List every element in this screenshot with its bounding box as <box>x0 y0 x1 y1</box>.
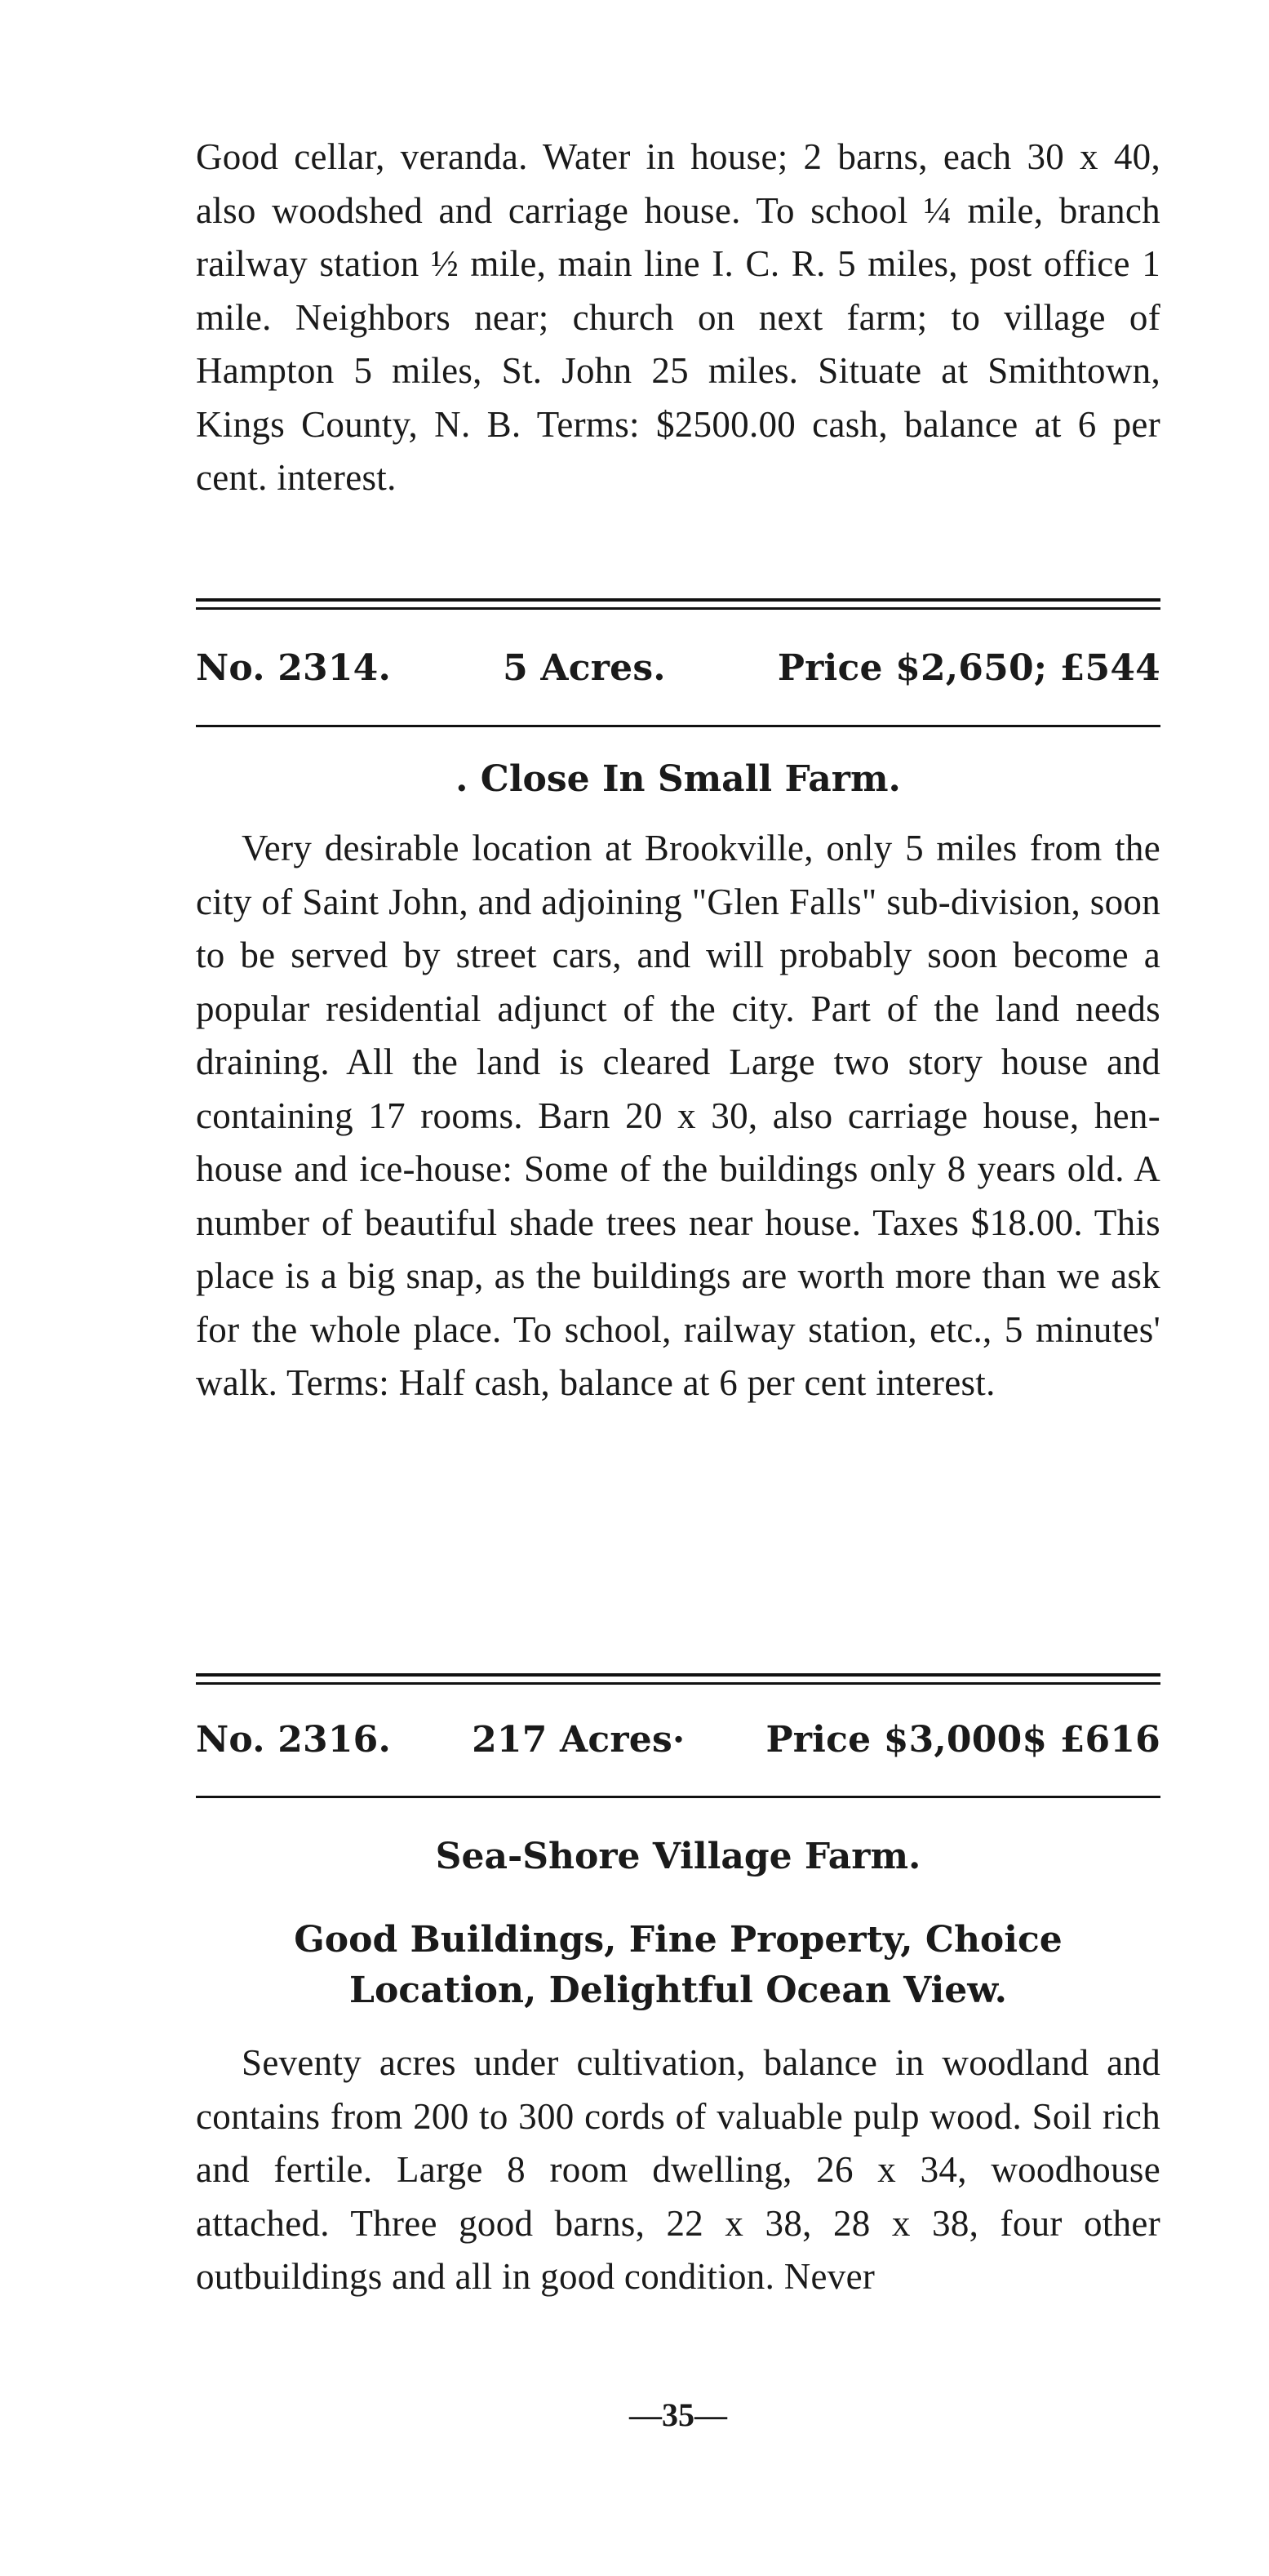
listing-2314-body: Very desirable location at Brookville, only 5 miles from the city of Saint John, and adjoining "Glen Falls" sub-division, soon to be served by street cars, and will probably soon become a popular residential adjunct of the city. Part of the land needs draining. All the land is cleared Large two story house and containing 17 rooms. Barn 20 x 30, also carriage house, hen-house and ice-house: Some of the buildings only 8 years old. A number of beautiful shade trees near house. Taxes $18.00. This place is a big snap, as the buildings are worth more than we ask for the whole place. To school, railway station, etc., 5 minutes' walk. Terms: Half cash, balance at 6 per cent interest. <box>196 828 1160 1403</box>
intro-section <box>196 131 1160 505</box>
listing-2314-body-section <box>196 822 1160 1410</box>
listing-number: No. 2316. <box>196 1719 392 1761</box>
page-number: —35— <box>629 2396 727 2433</box>
single-divider <box>196 725 1160 727</box>
double-divider <box>196 1673 1160 1685</box>
double-divider <box>196 598 1160 610</box>
listing-2316-body-section <box>196 2036 1160 2304</box>
listing-2316-header <box>196 1719 1160 1761</box>
listing-number: No. 2314. <box>196 647 392 689</box>
listing-2314-header <box>196 647 1160 689</box>
listing-2316-body: Seventy acres under cultivation, balance in woodland and contains from 200 to 300 cords of valuable pulp wood. Soil rich and fertile. Large 8 room dwelling, 26 x 34, woodhouse attached. Three good barns, 22 x 38, 28 x 38, four other outbuildings and all in good condition. Never <box>196 2042 1160 2297</box>
single-divider <box>196 1796 1160 1798</box>
listing-2314-title: . Close In Small Farm. <box>455 758 901 800</box>
listing-price: Price $3,000$ £616 <box>765 1719 1160 1761</box>
listing-2316-subtitle: Good Buildings, Fine Property, Choice Location, Delightful Ocean View. <box>294 1919 1063 2011</box>
listing-acres: 5 Acres. <box>503 647 666 689</box>
listing-2316-title: Sea-Shore Village Farm. <box>435 1836 921 1877</box>
listing-acres: 217 Acres· <box>472 1719 686 1761</box>
listing-price: Price $2,650; £544 <box>777 647 1160 689</box>
intro-paragraph: Good cellar, veranda. Water in house; 2 barns, each 30 x 40, also woodshed and carriage house. To school ¼ mile, branch railway station ½ mile, main line I. C. R. 5 miles, post office 1 mile. Neighbors near; church on next farm; to village of Hampton 5 miles, St. John 25 miles. Situate at Smithtown, Kings County, N. B. Terms: $2500.00 cash, balance at 6 per cent. interest. <box>196 136 1160 498</box>
